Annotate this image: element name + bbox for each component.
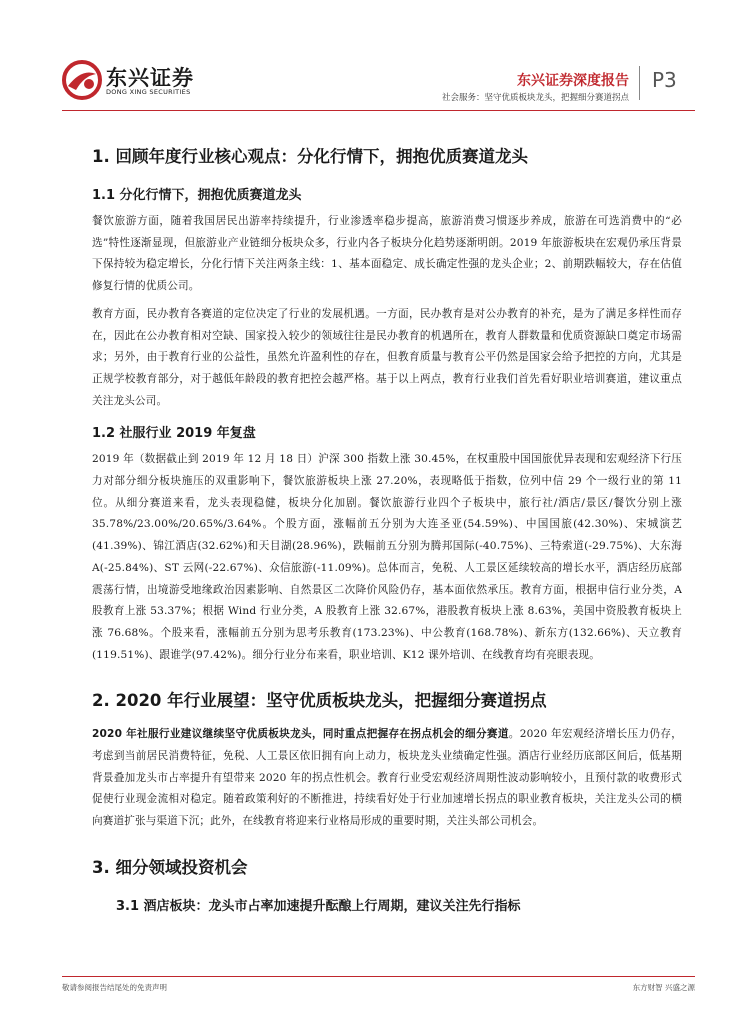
section-1-1-paragraph-1: 餐饮旅游方面，随着我国居民出游率持续提升，行业渗透率稳步提高，旅游消费习惯逐步养成，旅游在可选消费中的“必选”特性逐渐显现，但旅游业产业链细分板块众多，行业内各子板块分化趋势逐渐明朗。2019 年旅游板块在宏观仍承压背景下保持较为稳定增长，分化行情下关注两条主线：1、基本面稳定、成长确定性强的龙头企业；2、前期跌幅较大，存在估值修复行情的优质公司。 — [92, 215, 682, 293]
section-2-bold-lead: 2020 年社服行业建议继续坚守优质板块龙头，同时重点把握存在拐点机会的细分赛道 — [92, 728, 509, 741]
header-divider — [639, 66, 640, 100]
report-title: 东兴证券深度报告 — [517, 73, 629, 89]
report-subtitle: 社会服务：坚守优质板块龙头，把握细分赛道拐点 — [441, 93, 629, 103]
document-body — [92, 128, 682, 922]
section-1-1-heading: 1.1 分化行情下，拥抱优质赛道龙头 — [92, 188, 302, 203]
section-2-heading: 2. 2020 年行业展望：坚守优质板块龙头，把握细分赛道拐点 — [92, 691, 547, 711]
section-3-heading: 3. 细分领域投资机会 — [92, 857, 248, 877]
footer-rule — [62, 976, 695, 977]
section-1-2-paragraph-1: 2019 年（数据截止到 2019 年 12 月 18 日）沪深 300 指数上涨 30.45%，在权重股中国国旅优异表现和宏观经济下行压力对部分细分板块施压的双重影响下，餐饮旅游板块上涨 27.20%，表现略低于指数，位列中信 29 个一级行业的第 11 位。从细分赛道来看，龙头表现稳健，板块分化加剧。餐饮旅游行业四个子板块中，旅行社/酒店/景区/餐饮分别上涨 35.78%/23.00%/20.65%/3.64%。个股方面，涨幅前五分别为大连圣亚(54.59%)、中国国旅(42.30%)、宋城演艺(41.39%)、锦江酒店(32.62%)和天目湖(28.96%)，跌幅前五分别为腾邦国际(-40.75%)、三特索道(-29.75%)、大东海 A(-25.84%)、ST 云网(-22.67%)、众信旅游(-11.09%)。总体而言，免税、人工景区延续较高的增长水平，酒店经历底部震荡行情，出境游受地缘政治因素影响、自然景区二次降价风险仍存，基本面依然承压。教育方面，根据申信行业分类，A 股教育上涨 53.37%；根据 Wind 行业分类，A 股教育上涨 32.67%，港股教育板块上涨 8.63%，美国中资股教育板块上涨 76.68%。个股来看，涨幅前五分别为思考乐教育(173.23%)、中公教育(168.78%)、新东方(132.66%)、天立教育(119.51%)、跟谁学(97.42%)。细分行业分布来看，职业培训、K12 课外培训、在线教育均有亮眼表现。 — [92, 453, 682, 661]
section-1-2-heading: 1.2 社服行业 2019 年复盘 — [92, 426, 256, 442]
company-logo — [62, 60, 202, 100]
section-1-heading: 1. 回顾年度行业核心观点：分化行情下，拥抱优质赛道龙头 — [92, 147, 528, 166]
logo-text-cn: 东兴证券 — [106, 66, 194, 90]
page-header — [0, 0, 755, 110]
header-rule — [62, 110, 695, 111]
footer-disclaimer: 敬请参阅报告结尾处的免责声明 — [62, 983, 167, 992]
section-1-1-paragraph-2: 教育方面，民办教育各赛道的定位决定了行业的发展机遇。一方面，民办教育是对公办教育的补充，是为了满足多样性而存在，因此在公办教育相对空缺、国家投入较少的领域往往是民办教育的机遇所在，教育人群数量和优质资源缺口奠定市场需求；另外，由于教育行业的公益性，虽然允许盈利性的存在，但教育质量与教育公平仍然是国家会给予把控的方向，尤其是正规学校教育部分，对于越低年龄段的教育把控会越严格。基于以上两点，教育行业我们首先看好职业培训赛道，建议重点关注龙头公司。 — [92, 307, 682, 407]
section-3-1-heading: 3.1 酒店板块：龙头市占率加速提升酝酿上行周期，建议关注先行指标 — [116, 898, 521, 914]
section-2-paragraph-1 — [92, 724, 682, 833]
dongxing-logo-icon — [62, 60, 102, 100]
section-2-body-text: 。2020 年宏观经济增长压力仍存，考虑到当前居民消费特征，免税、人工景区依旧拥有向上动力，板块龙头业绩确定性强。酒店行业经历底部区间后，低基期背景叠加龙头市占率提升有望带来 2020 年的拐点性机会。教育行业受宏观经济周期性波动影响较小，且预付款的收费形式促使行业现金流相对稳定。随着政策利好的不断推进，持续看好处于行业加速增长拐点的职业教育板块，关注龙头公司的横向赛道扩张与渠道下沉；此外，在线教育将迎来行业格局形成的重要时期，关注头部公司机会。 — [92, 728, 682, 828]
logo-text-en: DONG XING SECURITIES — [106, 88, 191, 96]
page-number: P3 — [652, 68, 677, 92]
footer-slogan: 东方财智 兴盛之源 — [632, 983, 695, 992]
